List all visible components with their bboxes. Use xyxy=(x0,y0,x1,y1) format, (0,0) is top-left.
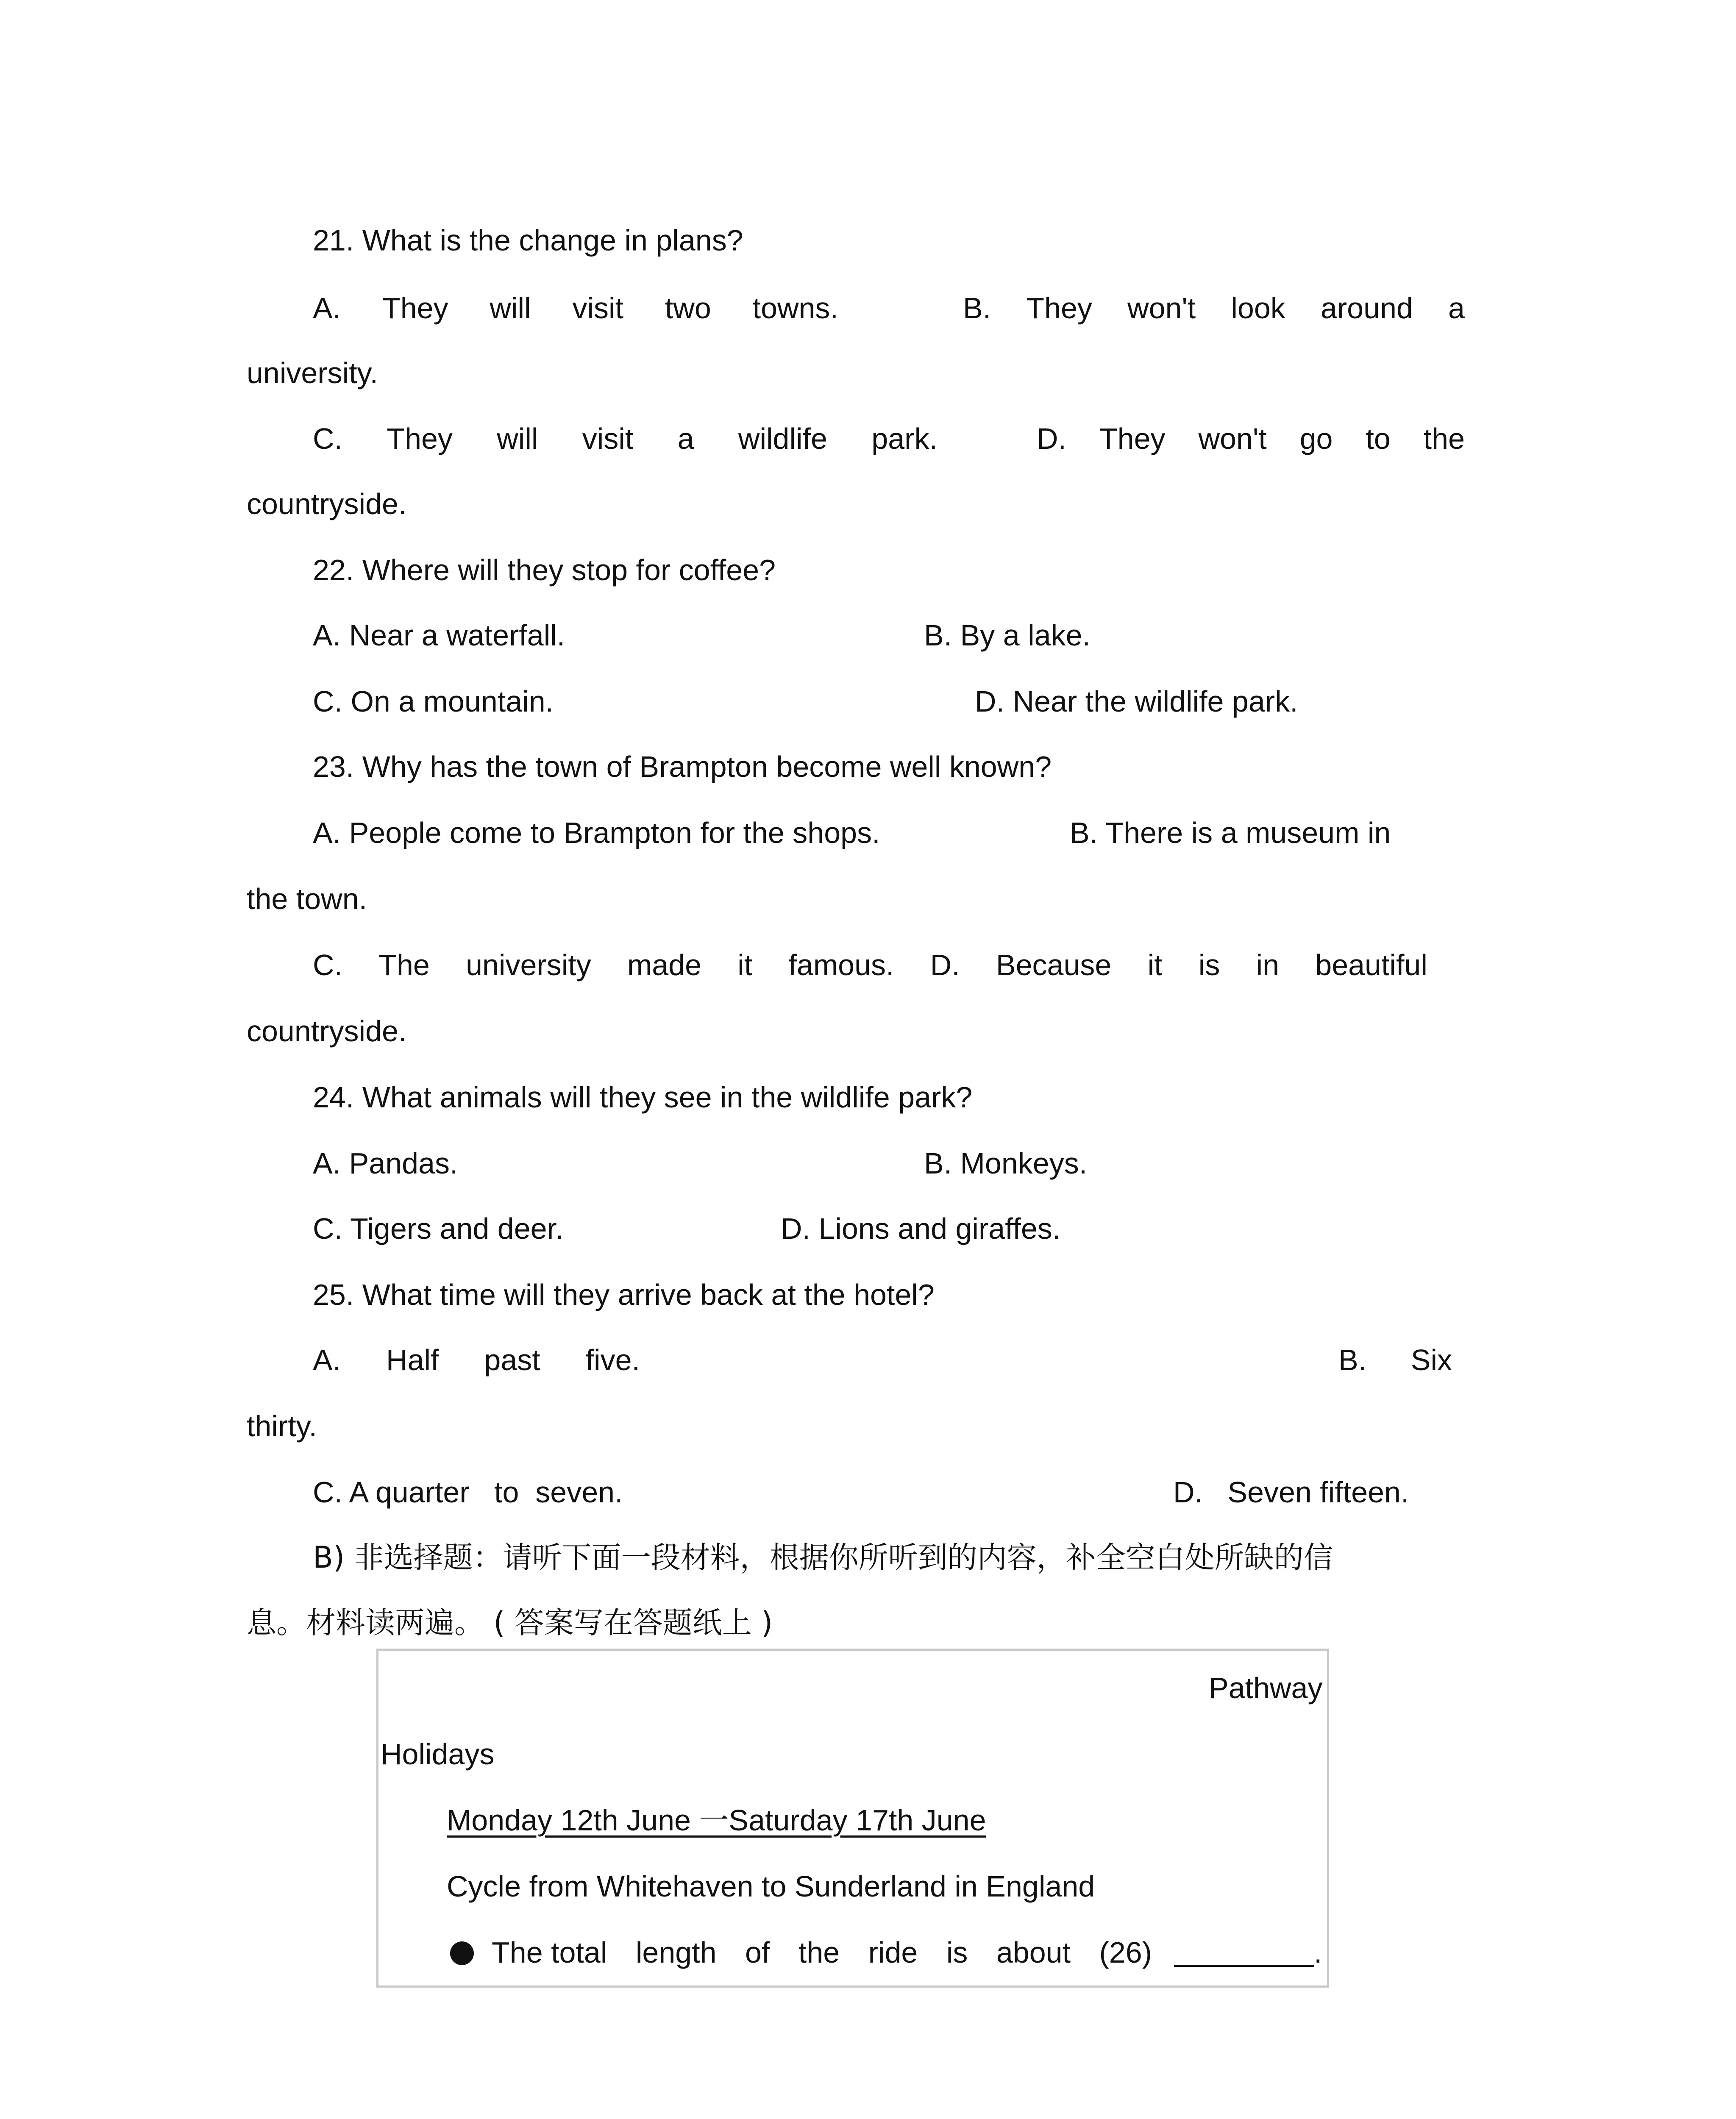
q22-question: 22. Where will they stop for coffee? xyxy=(313,553,776,587)
q25-question: 25. What time will they arrive back at the hotel? xyxy=(313,1278,935,1311)
box-route: Cycle from Whitehaven to Sunderland in England xyxy=(447,1870,1095,1903)
answer-blank-26: . xyxy=(1174,1933,1322,1972)
q22-option-c: C. On a mountain. xyxy=(313,685,554,718)
q21-question: 21. What is the change in plans? xyxy=(313,224,743,257)
box-title-continued: Holidays xyxy=(381,1738,495,1771)
q25-option-d: D. Seven fifteen. xyxy=(1173,1476,1409,1509)
q23-options-c-d: C. The university made it famous. D. Because it is in beautiful xyxy=(313,948,1427,982)
q21-option-a: A. They will visit two towns. xyxy=(313,292,838,325)
q23-option-b: B. There is a museum in xyxy=(1070,816,1391,849)
q24-option-c: C. Tigers and deer. xyxy=(313,1212,564,1245)
q21-option-d: D. They won't go to the xyxy=(1037,422,1465,455)
q25-option-b-continued: thirty. xyxy=(247,1410,317,1443)
q24-option-a: A. Pandas. xyxy=(313,1147,458,1180)
q24-option-b: B. Monkeys. xyxy=(924,1147,1088,1180)
section-b-instruction: B) 非选择题：请听下面一段材料，根据你所听到的内容，补全空白处所缺的信 xyxy=(313,1540,1333,1575)
q25-option-b: B. Six xyxy=(1338,1343,1452,1377)
q25-option-a: A. Half past five. xyxy=(313,1343,640,1377)
box-title: Pathway xyxy=(1209,1671,1323,1705)
q24-option-d: D. Lions and giraffes. xyxy=(781,1212,1061,1245)
q23-option-d-continued: countryside. xyxy=(247,1015,407,1048)
q21-option-b: B. They won't look around a xyxy=(963,292,1465,325)
q23-option-b-continued: the town. xyxy=(247,882,367,915)
box-bullet-text: The total length of the ride is about (26) xyxy=(492,1936,1152,1969)
q22-option-a: A. Near a waterfall. xyxy=(313,619,565,652)
q21-option-c: C. They will visit a wildlife park. xyxy=(313,422,938,455)
q22-option-b: B. By a lake. xyxy=(924,619,1091,652)
q22-option-d: D. Near the wildlife park. xyxy=(975,685,1298,718)
q21-option-b-continued: university. xyxy=(247,356,378,389)
q23-question: 23. Why has the town of Brampton become well known? xyxy=(313,750,1052,783)
bullet-icon xyxy=(450,1933,491,1972)
q24-question: 24. What animals will they see in the wildlife park? xyxy=(313,1081,973,1114)
q23-option-a: A. People come to Brampton for the shops. xyxy=(313,816,880,849)
q25-option-c: C. A quarter to seven. xyxy=(313,1476,623,1509)
section-b-instruction-continued: 息。材料读两遍。 ( 答案写在答题纸上 ) xyxy=(247,1605,773,1640)
q21-option-d-continued: countryside. xyxy=(247,487,407,520)
box-dates: Monday 12th June 一Saturday 17th June xyxy=(447,1804,986,1837)
